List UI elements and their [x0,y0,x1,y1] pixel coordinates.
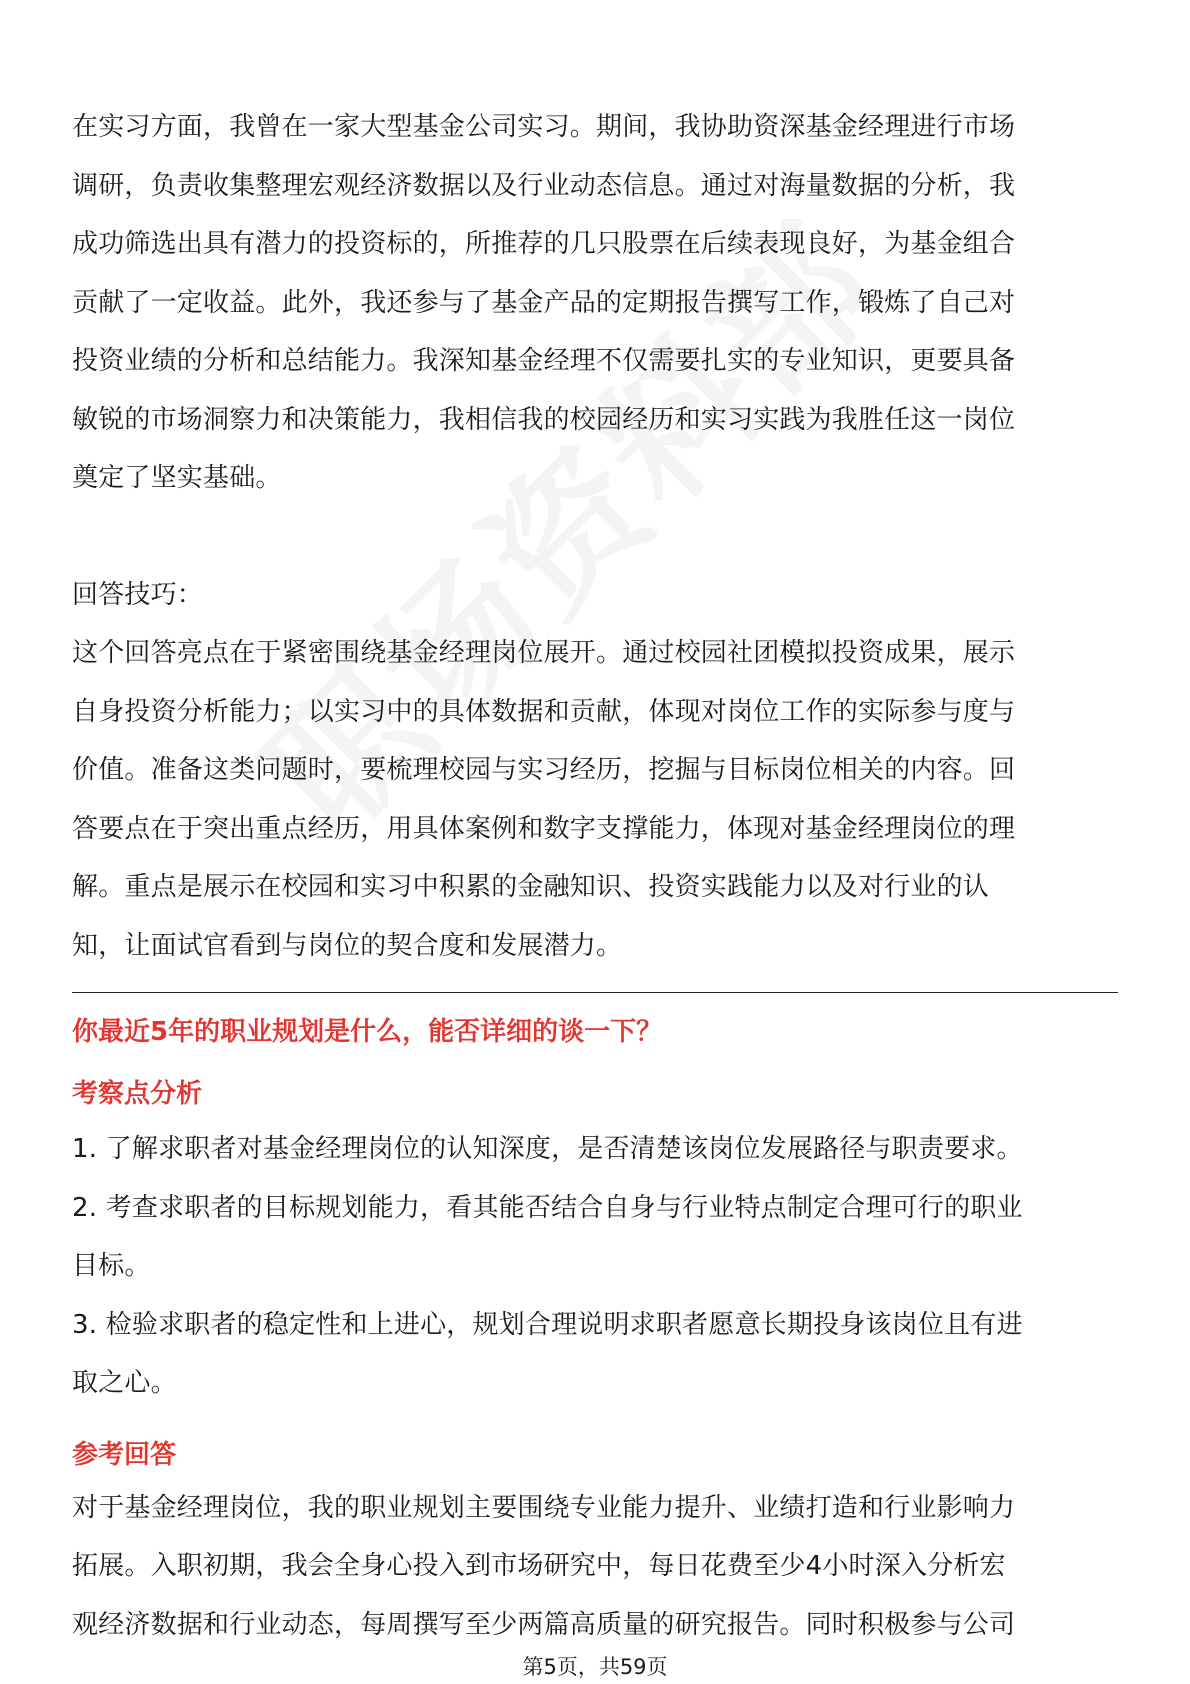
text-line: 敏锐的市场洞察力和决策能力，我相信我的校园经历和实习实践为我胜任这一岗位 [72,404,1016,435]
answer-continuation [72,98,1118,508]
text-line: 投资业绩的分析和总结能力。我深知基金经理不仅需要扎实的专业知识，更要具备 [72,346,1016,376]
question-section [72,1012,1118,1654]
text-line: 知，让面试官看到与岗位的契合度和发展潜力。 [72,930,623,961]
list-item-continuation: 目标。 [72,1251,151,1281]
answer-tips [72,566,1118,976]
reference-answer [72,1479,1118,1655]
page-number: 第5页，共59页 [522,1655,668,1679]
text-line: 这个回答亮点在于紧密围绕基金经理岗位展开。通过校园社团模拟投资成果，展示 [72,638,1016,668]
text-line: 在实习方面，我曾在一家大型基金公司实习。期间，我协助资深基金经理进行市场 [72,112,1016,142]
list-item-continuation: 取之心。 [72,1368,177,1398]
text-line: 对于基金经理岗位，我的职业规划主要围绕专业能力提升、业绩打造和行业影响力 [72,1492,1016,1523]
page-content [72,98,1118,975]
reference-heading: 参考回答 [72,1439,177,1470]
question-title: 你最近5年的职业规划是什么，能否详细的谈一下？ [72,1017,663,1047]
text-line: 奠定了坚实基础。 [72,463,282,493]
text-line: 调研，负责收集整理宏观经济数据以及行业动态信息。通过对海量数据的分析，我 [72,170,1016,201]
list-item: 3. 检验求职者的稳定性和上进心，规划合理说明求职者愿意长期投身该岗位且有进 [72,1309,1023,1340]
text-line: 价值。准备这类问题时，要梳理校园与实习经历，挖掘与目标岗位相关的内容。回 [72,755,1016,785]
analysis-list [72,1120,1118,1413]
text-line: 答要点在于突出重点经历，用具体案例和数字支撑能力，体现对基金经理岗位的理 [72,813,1016,844]
text-line: 解。重点是展示在校园和实习中积累的金融知识、投资实践能力以及对行业的认 [72,872,990,902]
text-line: 观经济数据和行业动态，每周撰写至少两篇高质量的研究报告。同时积极参与公司 [72,1609,1016,1640]
tips-label: 回答技巧： [72,579,204,610]
text-line: 成功筛选出具有潜力的投资标的，所推荐的几只股票在后续表现良好，为基金组合 [72,229,1016,259]
text-line: 贡献了一定收益。此外，我还参与了基金产品的定期报告撰写工作，锻炼了自己对 [72,287,1016,318]
text-line: 拓展。入职初期，我会全身心投入到市场研究中，每日花费至少4小时深入分析宏 [72,1551,1006,1581]
analysis-heading: 考察点分析 [72,1079,203,1109]
list-item: 2. 考查求职者的目标规划能力，看其能否结合自身与行业特点制定合理可行的职业 [72,1192,1023,1223]
section-divider [72,992,1118,993]
text-line: 自身投资分析能力；以实习中的具体数据和贡献，体现对岗位工作的实际参与度与 [72,696,1016,727]
list-item: 1. 了解求职者对基金经理岗位的认知深度，是否清楚该岗位发展路径与职责要求。 [72,1134,1023,1164]
